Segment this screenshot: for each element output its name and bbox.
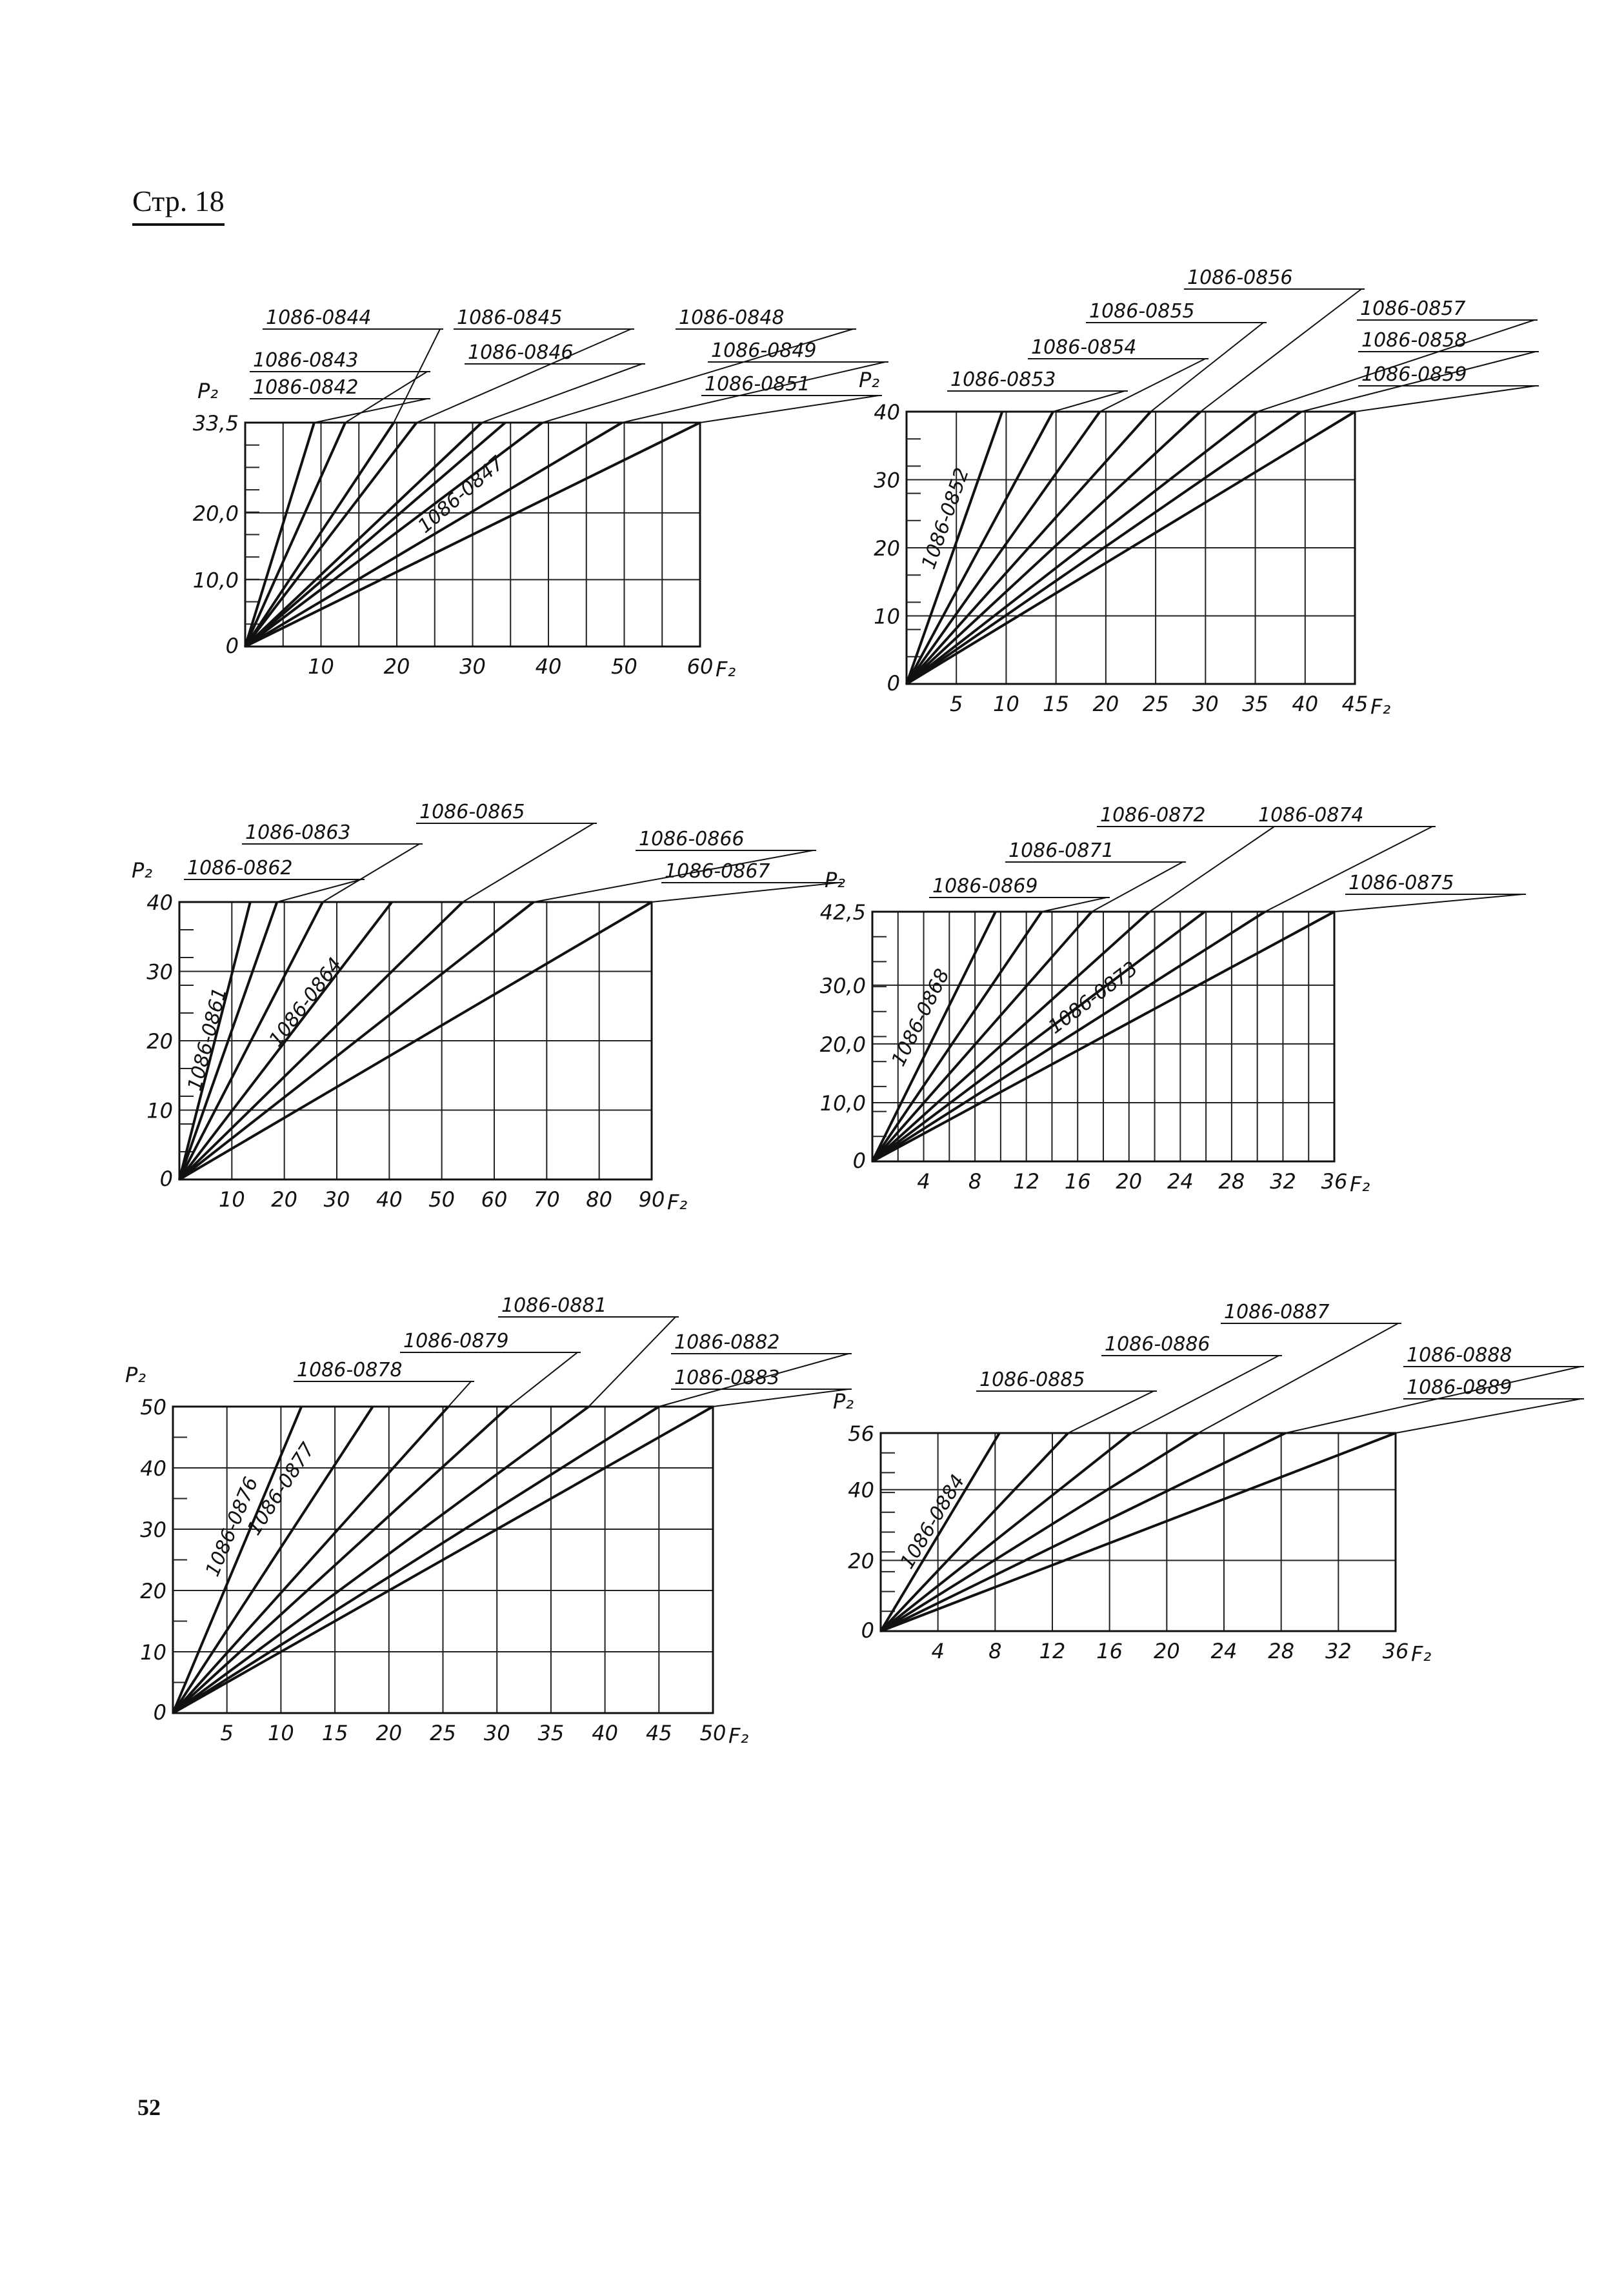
series-label: 1086-0885 bbox=[979, 1369, 1085, 1391]
series-label-inline: 1086-0852 bbox=[917, 465, 974, 572]
x-axis-label: F₂ bbox=[728, 1723, 749, 1748]
series-label: 1086-0846 bbox=[468, 341, 574, 364]
series-label: 1086-0886 bbox=[1105, 1333, 1210, 1356]
series-label: 1086-0854 bbox=[1031, 336, 1137, 359]
series-label: 1086-0849 bbox=[711, 339, 817, 362]
x-tick-label: 35 bbox=[1242, 692, 1268, 716]
x-tick-label: 24 bbox=[1167, 1169, 1194, 1194]
series-label-inline: 1086-0884 bbox=[896, 1470, 970, 1573]
x-tick-label: 40 bbox=[1292, 692, 1319, 716]
series-label: 1086-0887 bbox=[1224, 1301, 1330, 1323]
series-label-inline: 1086-0877 bbox=[243, 1438, 320, 1540]
series-label: 1086-0888 bbox=[1407, 1344, 1512, 1367]
x-tick-label: 45 bbox=[645, 1721, 672, 1745]
series-label: 1086-0874 bbox=[1258, 804, 1364, 827]
y-tick-label: 30 bbox=[140, 1518, 166, 1542]
series-label: 1086-0862 bbox=[187, 857, 293, 879]
series-label: 1086-0853 bbox=[950, 368, 1056, 391]
page-header: Стр. 18 bbox=[132, 184, 225, 226]
x-axis-label: F₂ bbox=[1370, 694, 1391, 719]
y-tick-label: 0 bbox=[225, 634, 239, 658]
series-label: 1086-0866 bbox=[639, 828, 745, 850]
x-tick-label: 36 bbox=[1382, 1639, 1409, 1663]
y-axis-label: P₂ bbox=[131, 858, 153, 883]
series-label: 1086-0855 bbox=[1089, 300, 1195, 323]
x-tick-label: 10 bbox=[308, 654, 334, 679]
y-tick-label: 0 bbox=[887, 671, 900, 696]
series-label: 1086-0871 bbox=[1008, 839, 1114, 862]
x-tick-label: 15 bbox=[1043, 692, 1070, 716]
series-line-1086-0889 bbox=[881, 1433, 1396, 1631]
series-label: 1086-0844 bbox=[266, 306, 372, 329]
x-tick-label: 60 bbox=[687, 654, 714, 679]
x-tick-label: 28 bbox=[1218, 1169, 1245, 1194]
x-tick-label: 20 bbox=[383, 654, 410, 679]
x-tick-label: 10 bbox=[993, 692, 1019, 716]
page-number: 52 bbox=[137, 2094, 161, 2120]
y-tick-label: 10 bbox=[140, 1640, 166, 1665]
x-tick-label: 4 bbox=[917, 1169, 930, 1194]
y-tick-label: 10 bbox=[146, 1098, 173, 1123]
series-label: 1086-0867 bbox=[665, 860, 770, 883]
y-tick-label: 20,0 bbox=[192, 501, 239, 526]
x-axis-label: F₂ bbox=[1350, 1172, 1370, 1196]
x-tick-label: 30 bbox=[1192, 692, 1219, 716]
y-tick-label: 10,0 bbox=[192, 568, 239, 593]
y-tick-label: 20 bbox=[874, 536, 900, 561]
series-label: 1086-0883 bbox=[674, 1367, 780, 1389]
series-label-inline: 1086-0876 bbox=[201, 1474, 263, 1580]
x-tick-label: 4 bbox=[931, 1639, 945, 1663]
y-tick-label: 0 bbox=[852, 1149, 866, 1173]
y-tick-label: 42,5 bbox=[819, 900, 866, 925]
y-tick-label: 50 bbox=[140, 1395, 166, 1419]
series-label: 1086-0859 bbox=[1361, 363, 1467, 386]
x-tick-label: 28 bbox=[1268, 1639, 1295, 1663]
x-tick-label: 15 bbox=[321, 1721, 348, 1745]
series-label: 1086-0875 bbox=[1348, 872, 1454, 894]
series-label: 1086-0856 bbox=[1187, 266, 1293, 289]
y-tick-label: 10 bbox=[874, 604, 900, 629]
x-tick-label: 8 bbox=[968, 1169, 982, 1194]
series-label: 1086-0882 bbox=[674, 1331, 780, 1354]
y-tick-label: 30 bbox=[874, 468, 900, 493]
y-axis-label: P₂ bbox=[832, 1389, 854, 1414]
series-label: 1086-0869 bbox=[932, 875, 1038, 898]
y-tick-label: 33,5 bbox=[192, 411, 239, 436]
x-tick-label: 32 bbox=[1270, 1169, 1296, 1194]
x-tick-label: 20 bbox=[1116, 1169, 1143, 1194]
x-tick-label: 70 bbox=[533, 1187, 560, 1212]
leader-line bbox=[1068, 1391, 1154, 1433]
x-tick-label: 25 bbox=[430, 1721, 456, 1745]
series-label: 1086-0845 bbox=[457, 306, 563, 329]
series-label: 1086-0857 bbox=[1360, 297, 1466, 320]
series-label-inline: 1086-0847 bbox=[414, 452, 508, 538]
x-tick-label: 12 bbox=[1039, 1639, 1066, 1663]
series-label: 1086-0851 bbox=[705, 373, 810, 396]
y-tick-label: 40 bbox=[140, 1456, 166, 1481]
x-tick-label: 50 bbox=[699, 1721, 727, 1745]
x-tick-label: 50 bbox=[428, 1187, 456, 1212]
series-label: 1086-0881 bbox=[501, 1294, 607, 1317]
x-tick-label: 32 bbox=[1325, 1639, 1352, 1663]
series-label-inline: 1086-0861 bbox=[183, 985, 232, 1094]
series-label-inline: 1086-0864 bbox=[265, 953, 347, 1052]
y-tick-label: 20 bbox=[848, 1549, 874, 1574]
x-tick-label: 8 bbox=[988, 1639, 1002, 1663]
x-tick-label: 60 bbox=[481, 1187, 508, 1212]
x-tick-label: 30 bbox=[323, 1187, 350, 1212]
y-tick-label: 40 bbox=[146, 890, 173, 915]
series-label: 1086-0865 bbox=[419, 801, 525, 823]
x-tick-label: 35 bbox=[537, 1721, 565, 1745]
series-label: 1086-0848 bbox=[679, 306, 785, 329]
y-tick-label: 0 bbox=[159, 1167, 173, 1191]
x-axis-label: F₂ bbox=[716, 657, 736, 681]
x-tick-label: 30 bbox=[459, 654, 486, 679]
y-axis-label: P₂ bbox=[125, 1363, 146, 1387]
leader-line bbox=[1131, 1356, 1279, 1433]
x-tick-label: 16 bbox=[1096, 1639, 1123, 1663]
x-tick-label: 20 bbox=[1092, 692, 1119, 716]
x-tick-label: 50 bbox=[611, 654, 637, 679]
x-tick-label: 30 bbox=[483, 1721, 510, 1745]
series-label: 1086-0872 bbox=[1100, 804, 1206, 827]
x-tick-label: 20 bbox=[271, 1187, 298, 1212]
x-axis-label: F₂ bbox=[1411, 1641, 1432, 1666]
x-tick-label: 12 bbox=[1013, 1169, 1040, 1194]
y-tick-label: 0 bbox=[861, 1618, 874, 1643]
leader-line bbox=[1396, 1399, 1581, 1433]
x-tick-label: 45 bbox=[1341, 692, 1368, 716]
series-label: 1086-0858 bbox=[1361, 329, 1467, 352]
x-tick-label: 10 bbox=[218, 1187, 245, 1212]
series-label-inline: 1086-0868 bbox=[887, 965, 954, 1070]
series-label: 1086-0889 bbox=[1407, 1376, 1512, 1399]
y-axis-label: P₂ bbox=[824, 868, 846, 892]
x-tick-label: 10 bbox=[268, 1721, 294, 1745]
y-tick-label: 20,0 bbox=[819, 1032, 866, 1057]
series-label: 1086-0878 bbox=[297, 1359, 403, 1381]
y-tick-label: 20 bbox=[146, 1029, 173, 1054]
series-label: 1086-0843 bbox=[253, 349, 359, 372]
x-tick-label: 5 bbox=[220, 1721, 234, 1745]
x-tick-label: 20 bbox=[376, 1721, 403, 1745]
x-tick-label: 5 bbox=[950, 692, 963, 716]
y-tick-label: 30 bbox=[146, 959, 173, 985]
x-tick-label: 40 bbox=[592, 1721, 618, 1745]
y-tick-label: 10,0 bbox=[819, 1090, 866, 1116]
y-tick-label: 40 bbox=[848, 1478, 874, 1503]
x-axis-label: F₂ bbox=[667, 1190, 688, 1214]
x-tick-label: 40 bbox=[535, 654, 562, 679]
x-tick-label: 80 bbox=[586, 1187, 613, 1212]
series-label: 1086-0842 bbox=[253, 376, 359, 399]
x-tick-label: 24 bbox=[1210, 1639, 1238, 1663]
x-tick-label: 90 bbox=[638, 1187, 665, 1212]
x-tick-label: 20 bbox=[1153, 1639, 1180, 1663]
leader-line bbox=[1198, 1323, 1398, 1433]
series-label-inline: 1086-0873 bbox=[1044, 957, 1143, 1039]
y-tick-label: 20 bbox=[140, 1579, 166, 1603]
y-tick-label: 30,0 bbox=[819, 973, 866, 998]
x-tick-label: 25 bbox=[1142, 692, 1169, 716]
x-tick-label: 16 bbox=[1064, 1169, 1091, 1194]
y-tick-label: 56 bbox=[848, 1421, 874, 1446]
series-label: 1086-0879 bbox=[403, 1330, 509, 1352]
y-axis-label: P₂ bbox=[858, 368, 880, 392]
y-tick-label: 40 bbox=[874, 400, 900, 425]
x-tick-label: 36 bbox=[1321, 1169, 1348, 1194]
series-label: 1086-0863 bbox=[245, 821, 351, 844]
y-tick-label: 0 bbox=[153, 1700, 166, 1725]
x-tick-label: 40 bbox=[376, 1187, 403, 1212]
y-axis-label: P₂ bbox=[197, 379, 219, 403]
